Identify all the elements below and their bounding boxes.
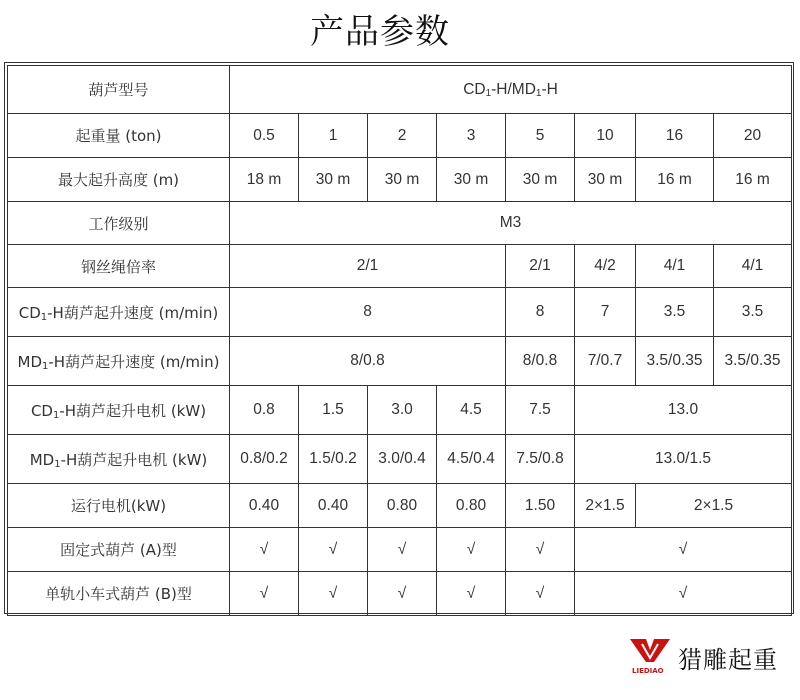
rope-ratio-cell: 4/1 <box>636 245 714 288</box>
capacity-cell: 1 <box>299 114 368 158</box>
page-title: 产品参数 <box>310 12 450 52</box>
travel-motor-cell: 0.40 <box>230 484 299 528</box>
label-model: 葫芦型号 <box>8 66 230 114</box>
lift-height-cell: 16 m <box>636 158 714 202</box>
cd-speed-cell: 8 <box>506 288 575 337</box>
check-mark: √ <box>575 528 792 572</box>
label-fixed-type: 固定式葫芦 (A)型 <box>8 528 230 572</box>
label-cd-speed: $CD_1-H$葫芦起升速度 (m/min) <box>8 288 230 337</box>
label-trolley-type: 单轨小车式葫芦 (B)型 <box>8 572 230 616</box>
label-travel-motor: 运行电机(kW) <box>8 484 230 528</box>
rope-ratio-cell: 2/1 <box>230 245 506 288</box>
row-capacity <box>8 114 792 158</box>
check-mark: √ <box>506 528 575 572</box>
label-md-speed: $MD_1-H$葫芦起升速度 (m/min) <box>8 337 230 386</box>
brand-name: 猎雕起重 <box>678 646 778 674</box>
row-rope-ratio <box>8 245 792 288</box>
cd-motor-cell: 7.5 <box>506 386 575 435</box>
row-cd-speed <box>8 288 792 337</box>
lift-height-cell: 30 m <box>299 158 368 202</box>
check-mark: √ <box>368 528 437 572</box>
capacity-cell: 10 <box>575 114 636 158</box>
cd-speed-cell: 8 <box>230 288 506 337</box>
label-work-class: 工作级别 <box>8 202 230 245</box>
travel-motor-cell: 0.40 <box>299 484 368 528</box>
cd-speed-cell: 3.5 <box>636 288 714 337</box>
brand-block <box>628 632 798 680</box>
label-lift-height: 最大起升高度 (m) <box>8 158 230 202</box>
lift-height-cell: 30 m <box>575 158 636 202</box>
capacity-cell: 5 <box>506 114 575 158</box>
model-value: $CD_1-H/MD_1-H$ <box>230 66 792 114</box>
cd-motor-cell: 0.8 <box>230 386 299 435</box>
capacity-cell: 16 <box>636 114 714 158</box>
check-mark: √ <box>299 528 368 572</box>
eagle-logo-icon <box>628 636 672 676</box>
rope-ratio-cell: 4/1 <box>714 245 792 288</box>
row-model <box>8 66 792 114</box>
md-motor-cell: 3.0/0.4 <box>368 435 437 484</box>
travel-motor-cell: 2×1.5 <box>636 484 792 528</box>
check-mark: √ <box>437 528 506 572</box>
cd-motor-cell: 3.0 <box>368 386 437 435</box>
travel-motor-cell: 0.80 <box>437 484 506 528</box>
logo-text: LIEDIAO <box>632 667 664 675</box>
row-trolley-type <box>8 572 792 616</box>
md-speed-cell: 8/0.8 <box>230 337 506 386</box>
md-motor-cell: 1.5/0.2 <box>299 435 368 484</box>
label-cd-motor: $CD_1-H$葫芦起升电机 (kW) <box>8 386 230 435</box>
label-rope-ratio: 钢丝绳倍率 <box>8 245 230 288</box>
cd-motor-cell: 4.5 <box>437 386 506 435</box>
work-class-value: M3 <box>230 202 792 245</box>
md-speed-cell: 7/0.7 <box>575 337 636 386</box>
travel-motor-cell: 2×1.5 <box>575 484 636 528</box>
md-motor-cell: 4.5/0.4 <box>437 435 506 484</box>
rope-ratio-cell: 2/1 <box>506 245 575 288</box>
row-work-class <box>8 202 792 245</box>
rope-ratio-cell: 4/2 <box>575 245 636 288</box>
cd-speed-cell: 3.5 <box>714 288 792 337</box>
md-motor-cell: 0.8/0.2 <box>230 435 299 484</box>
cd-motor-cell: 1.5 <box>299 386 368 435</box>
row-cd-motor <box>8 386 792 435</box>
md-speed-cell: 8/0.8 <box>506 337 575 386</box>
product-spec-table <box>7 65 792 616</box>
lift-height-cell: 16 m <box>714 158 792 202</box>
lift-height-cell: 30 m <box>506 158 575 202</box>
lift-height-cell: 18 m <box>230 158 299 202</box>
check-mark: √ <box>575 572 792 616</box>
label-md-motor: $MD_1-H$葫芦起升电机 (kW) <box>8 435 230 484</box>
md-speed-cell: 3.5/0.35 <box>714 337 792 386</box>
row-travel-motor <box>8 484 792 528</box>
row-lift-height <box>8 158 792 202</box>
row-md-speed <box>8 337 792 386</box>
check-mark: √ <box>368 572 437 616</box>
md-motor-cell: 7.5/0.8 <box>506 435 575 484</box>
capacity-cell: 3 <box>437 114 506 158</box>
label-capacity: 起重量 (ton) <box>8 114 230 158</box>
check-mark: √ <box>230 528 299 572</box>
lift-height-cell: 30 m <box>368 158 437 202</box>
check-mark: √ <box>230 572 299 616</box>
travel-motor-cell: 1.50 <box>506 484 575 528</box>
lift-height-cell: 30 m <box>437 158 506 202</box>
check-mark: √ <box>437 572 506 616</box>
md-motor-cell: 13.0/1.5 <box>575 435 792 484</box>
check-mark: √ <box>299 572 368 616</box>
cd-motor-cell: 13.0 <box>575 386 792 435</box>
row-md-motor <box>8 435 792 484</box>
travel-motor-cell: 0.80 <box>368 484 437 528</box>
md-speed-cell: 3.5/0.35 <box>636 337 714 386</box>
check-mark: √ <box>506 572 575 616</box>
capacity-cell: 0.5 <box>230 114 299 158</box>
row-fixed-type <box>8 528 792 572</box>
cd-speed-cell: 7 <box>575 288 636 337</box>
capacity-cell: 2 <box>368 114 437 158</box>
capacity-cell: 20 <box>714 114 792 158</box>
